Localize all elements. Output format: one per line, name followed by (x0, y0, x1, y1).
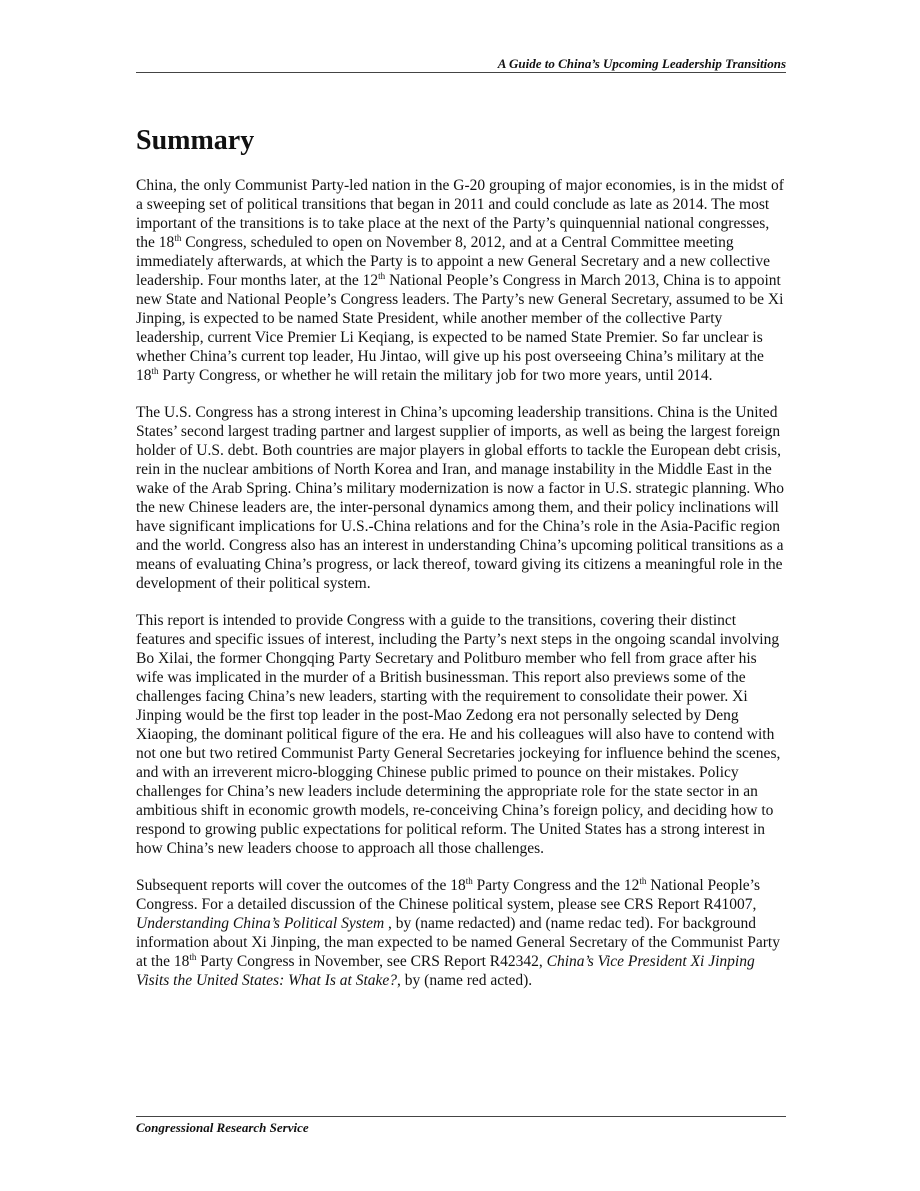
header-rule (136, 72, 786, 73)
p4-superscript-2: th (639, 876, 647, 886)
summary-body (136, 176, 788, 1008)
p4-text-a: Subsequent reports will cover the outcomes of the 18 (136, 877, 466, 894)
p1-text-c: National People’s Congress in March 2013, China is to appoint new State and National People’s Congress leaders. The Party’s new General Secretary, assumed to be Xi Jinping, is expected to be named State President, while another member of the collective Party leadership, current Vice Premier Li Keqiang, is expected to be named State Premier. So far unclear is whether China’s current top leader, Hu Jintao, will give up his post overseeing China’s military at the 18 (136, 272, 784, 384)
running-footer: Congressional Research Service (136, 1120, 309, 1135)
p1-text-d: Party Congress, or whether he will retain the military job for two more years, until 2014. (158, 367, 713, 384)
p1-superscript-1: th (174, 233, 182, 243)
report-title-xi-visit: China’s Vice President Xi Jinping Visits the United States: What Is at Stake? (136, 953, 755, 989)
p4-text-c: National People’s Congress. For a detailed discussion of the Chinese political system, please see CRS Report R41007, (136, 877, 761, 913)
p1-text-b: Congress, scheduled to open on November 8, 2012, and at a Central Committee meeting immediately afterwards, at which the Party is to appoint a new General Secretary and a new collective leadership. Four months later, at the 12 (136, 234, 770, 289)
p4-superscript-3: th (189, 952, 197, 962)
running-header: A Guide to China’s Upcoming Leadership Transitions (497, 56, 786, 71)
paragraph-4 (136, 876, 788, 990)
paragraph-3: This report is intended to provide Congress with a guide to the transitions, covering their distinct features and specific issues of interest, including the Party’s next steps in the ongoing scandal involving Bo Xilai, the former Chongqing Party Secretary and Politburo member who fell from grace after his wife was implicated in the murder of a British businessman. This report also previews some of the challenges facing China’s new leaders, starting with the requirement to consolidate their power. Xi Jinping would be the first top leader in the post-Mao Zedong era not personally selected by Deng Xiaoping, the dominant political figure of the era. He and his colleagues will also have to contend with not one but two retired Communist Party General Secretaries jockeying for influence behind the scenes, and with an irreverent micro-blogging Chinese public primed to pounce on their mistakes. Policy challenges for China’s new leaders include determining the appropriate role for the state sector in an ambitious shift in economic growth models, re-conceiving China’s foreign policy, and deciding how to respond to growing public expectations for political reform. The United States has a strong interest in how China’s new leaders choose to approach all those challenges. (136, 612, 781, 857)
p4-text-f: , by (name red acted). (397, 972, 533, 989)
paragraph-2: The U.S. Congress has a strong interest in China’s upcoming leadership transitions. China is the United States’ second largest trading partner and largest supplier of imports, as well as being the largest foreign holder of U.S. debt. Both countries are major players in global efforts to tackle the European debt crisis, rein in the nuclear ambitions of North Korea and Iran, and manage instability in the Middle East in the wake of the Arab Spring. China’s military modernization is now a factor in U.S. strategic planning. Who the new Chinese leaders are, the inter-personal dynamics among them, and their policy inclinations will have significant implications for U.S.-China relations and for the China’s role in the Asia-Pacific region and the world. Congress also has an interest in understanding China’s upcoming political transitions as a means of evaluating China’s progress, or lack thereof, toward giving its citizens a meaningful role in the development of their political system. (136, 404, 784, 592)
page-title: Summary (136, 125, 255, 156)
paragraph-1 (136, 176, 788, 385)
p1-text-a: China, the only Communist Party-led nation in the G-20 grouping of major economies, is in the midst of a sweeping set of political transitions that began in 2011 and could conclude as late as 2014. The most important of the transitions is to take place at the next of the Party’s quinquennial national congresses, the 18 (136, 177, 784, 251)
p4-text-b: Party Congress and the 12 (472, 877, 640, 894)
p4-text-d: , by (name redacted) and (name redac ted). For background information about Xi Jinping, the man expected to be named General Secretary of the Communist Party at the 18 (136, 915, 780, 970)
p1-superscript-2: th (378, 271, 386, 281)
p4-superscript-1: th (465, 876, 473, 886)
footer-rule (136, 1116, 786, 1117)
p4-text-e: Party Congress in November, see CRS Report R42342, (196, 953, 547, 970)
report-title-political-system: Understanding China’s Political System (136, 915, 385, 932)
p1-superscript-3: th (151, 366, 159, 376)
